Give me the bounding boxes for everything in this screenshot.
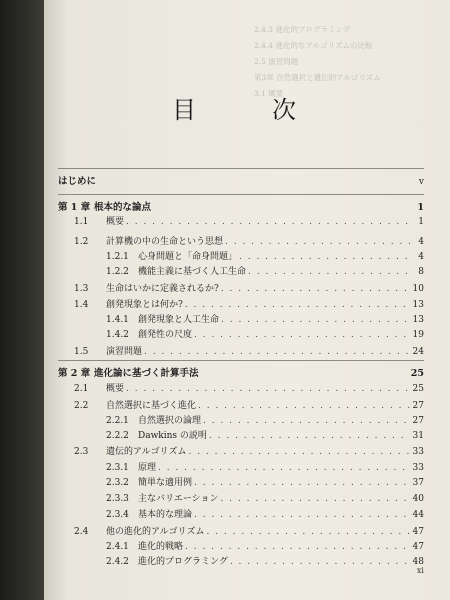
toc-subsection-entry	[58, 460, 424, 474]
toc-entry-label: 自然選択に基づく進化	[106, 401, 197, 411]
toc-entry-number: 2.2.1	[106, 416, 129, 426]
dot-leader	[126, 384, 410, 394]
toc-entry-number: 2.2	[74, 401, 89, 411]
toc-entry-number: 1.4	[74, 300, 89, 310]
toc-entry-label: 他の進化的アルゴリズム	[106, 527, 205, 537]
toc-entry-label: 機能主義に基づく人工生命	[138, 267, 247, 277]
toc-entry-number: 第 2 章	[58, 368, 91, 379]
toc-entry-page: 19	[412, 330, 424, 340]
toc-entry-page: 47	[412, 542, 424, 552]
toc-chapter-entry	[58, 365, 424, 379]
toc-entry-page: 44	[412, 510, 424, 520]
book-gutter-shadow	[0, 0, 44, 600]
dot-leader	[198, 401, 410, 411]
toc-entry-number: 2.4.2	[106, 557, 129, 567]
dot-leader	[194, 510, 410, 520]
dot-leader	[221, 284, 410, 294]
toc-section-entry	[58, 381, 424, 395]
toc-section-entry	[58, 524, 424, 538]
rule-before-chapter-1	[58, 194, 424, 195]
dot-leader	[239, 252, 410, 262]
toc-entry-label: はじめに	[58, 176, 97, 187]
toc-entry-number: 2.3	[74, 447, 89, 457]
toc-entry-label: 創発現象とは何か?	[106, 300, 183, 310]
page-folio: xi	[416, 566, 424, 575]
dot-leader	[230, 557, 410, 567]
toc-entry-page: 25	[410, 368, 424, 379]
toc-entry-number: 2.4	[74, 527, 89, 537]
toc-entry-label: 演習問題	[106, 347, 143, 357]
toc-entry-page: 25	[412, 384, 424, 394]
toc-entry-number: 1.2.2	[106, 267, 129, 277]
toc-entry-page: 4	[418, 252, 424, 262]
book-page	[44, 0, 450, 600]
toc-entry-number: 1.3	[74, 284, 89, 294]
dot-leader	[144, 347, 410, 357]
toc-entry-page: 48	[412, 557, 424, 567]
rule-below-title-area	[58, 168, 424, 169]
toc-entry-number: 2.2.2	[106, 431, 129, 441]
show-through-line: 第3章 自然選択と遺伝的アルゴリズム	[254, 73, 381, 82]
page-title: 目 次	[172, 96, 322, 124]
toc-entry-page: 13	[412, 315, 424, 325]
dot-leader	[126, 217, 410, 227]
toc-entry-label: 遺伝的アルゴリズム	[106, 447, 187, 457]
dot-leader	[206, 527, 410, 537]
toc-subsection-entry	[58, 428, 424, 442]
toc-entry-label: 心身問題と「命身問題」	[138, 252, 238, 262]
toc-section-entry	[58, 297, 424, 311]
show-through-line: 2.4.3 進化的プログラミング	[254, 25, 351, 34]
toc-entry-number: 2.1	[74, 384, 89, 394]
toc-entry-number: 2.4.1	[106, 542, 129, 552]
toc-chapter-entry	[58, 173, 424, 187]
toc-chapter-entry	[58, 199, 424, 213]
toc-section-entry	[58, 344, 424, 358]
dot-leader	[225, 237, 410, 247]
toc-entry-number: 1.4.1	[106, 315, 129, 325]
toc-section-entry	[58, 281, 424, 295]
toc-entry-page: 40	[412, 494, 424, 504]
toc-entry-label: 簡単な適用例	[138, 478, 193, 488]
toc-subsection-entry	[58, 413, 424, 427]
toc-entry-label: 基本的な理論	[138, 510, 193, 520]
dot-leader	[194, 478, 410, 488]
toc-entry-label: 自然選択の論理	[138, 416, 202, 426]
dot-leader	[203, 416, 410, 426]
toc-entry-number: 1.5	[74, 347, 89, 357]
toc-entry-page: 1	[418, 217, 424, 227]
toc-entry-number: 2.3.2	[106, 478, 129, 488]
toc-entry-page: 37	[412, 478, 424, 488]
dot-leader	[209, 431, 410, 441]
toc-subsection-entry	[58, 491, 424, 505]
toc-entry-label: 根本的な論点	[94, 202, 152, 213]
dot-leader	[188, 447, 410, 457]
toc-section-entry	[58, 398, 424, 412]
toc-section-entry	[58, 214, 424, 228]
toc-subsection-entry	[58, 264, 424, 278]
toc-entry-page: 13	[412, 300, 424, 310]
toc-entry-page: 47	[412, 527, 424, 537]
toc-entry-page: 1	[417, 202, 424, 213]
show-through-line: 2.4.4 進化的なアルゴリズムの比較	[254, 41, 373, 50]
toc-entry-page: 27	[412, 416, 424, 426]
toc-entry-label: 進化論に基づく計算手法	[94, 368, 199, 379]
toc-entry-label: 主なバリエーション	[138, 494, 219, 504]
toc-subsection-entry	[58, 249, 424, 263]
toc-entry-label: 創発性の尺度	[138, 330, 193, 340]
toc-entry-label: 進化的戦略	[138, 542, 184, 552]
toc-subsection-entry	[58, 327, 424, 341]
toc-entry-page: 27	[412, 401, 424, 411]
toc-entry-label: 概要	[106, 217, 125, 227]
toc-subsection-entry	[58, 475, 424, 489]
toc-entry-label: 概要	[106, 384, 125, 394]
dot-leader	[194, 330, 410, 340]
toc-entry-page: 4	[418, 237, 424, 247]
show-through-line: 2.5 演習問題	[254, 57, 299, 66]
toc-entry-page: 10	[412, 284, 424, 294]
toc-entry-page: 8	[418, 267, 424, 277]
toc-section-entry	[58, 444, 424, 458]
toc-entry-label: 進化的プログラミング	[138, 557, 228, 567]
toc-entry-number: 第 1 章	[58, 202, 91, 213]
toc-entry-number: 2.3.1	[106, 463, 129, 473]
dot-leader	[158, 463, 410, 473]
dot-leader	[220, 494, 410, 504]
toc-entry-page: v	[418, 177, 424, 187]
toc-entry-number: 1.2	[74, 237, 89, 247]
toc-entry-page: 33	[412, 447, 424, 457]
toc-entry-label: 原理	[138, 463, 157, 473]
toc-entry-number: 1.2.1	[106, 252, 129, 262]
toc-entry-number: 1.4.2	[106, 330, 129, 340]
toc-entry-label: 生命はいかに定義されるか?	[106, 284, 219, 294]
toc-entry-number: 2.3.4	[106, 510, 129, 520]
toc-entry-label: 創発現象と人工生命	[138, 315, 220, 325]
show-through-line: 3.1 概要	[254, 89, 284, 98]
toc-entry-label: Dawkins の説明	[138, 431, 207, 441]
dot-leader	[185, 300, 410, 310]
toc-entry-number: 2.3.3	[106, 494, 129, 504]
toc-subsection-entry	[58, 507, 424, 521]
toc-subsection-entry	[58, 312, 424, 326]
toc-entry-page: 24	[412, 347, 424, 357]
rule-before-chapter-2	[58, 360, 424, 361]
toc-entry-page: 33	[412, 463, 424, 473]
dot-leader	[221, 315, 410, 325]
toc-entry-label: 計算機の中の生命という思想	[106, 237, 224, 247]
toc-subsection-entry	[58, 554, 424, 568]
toc-entry-page: 31	[412, 431, 424, 441]
toc-section-entry	[58, 234, 424, 248]
toc-subsection-entry	[58, 539, 424, 553]
dot-leader	[185, 542, 410, 552]
toc-entry-number: 1.1	[74, 217, 89, 227]
dot-leader	[248, 267, 410, 277]
